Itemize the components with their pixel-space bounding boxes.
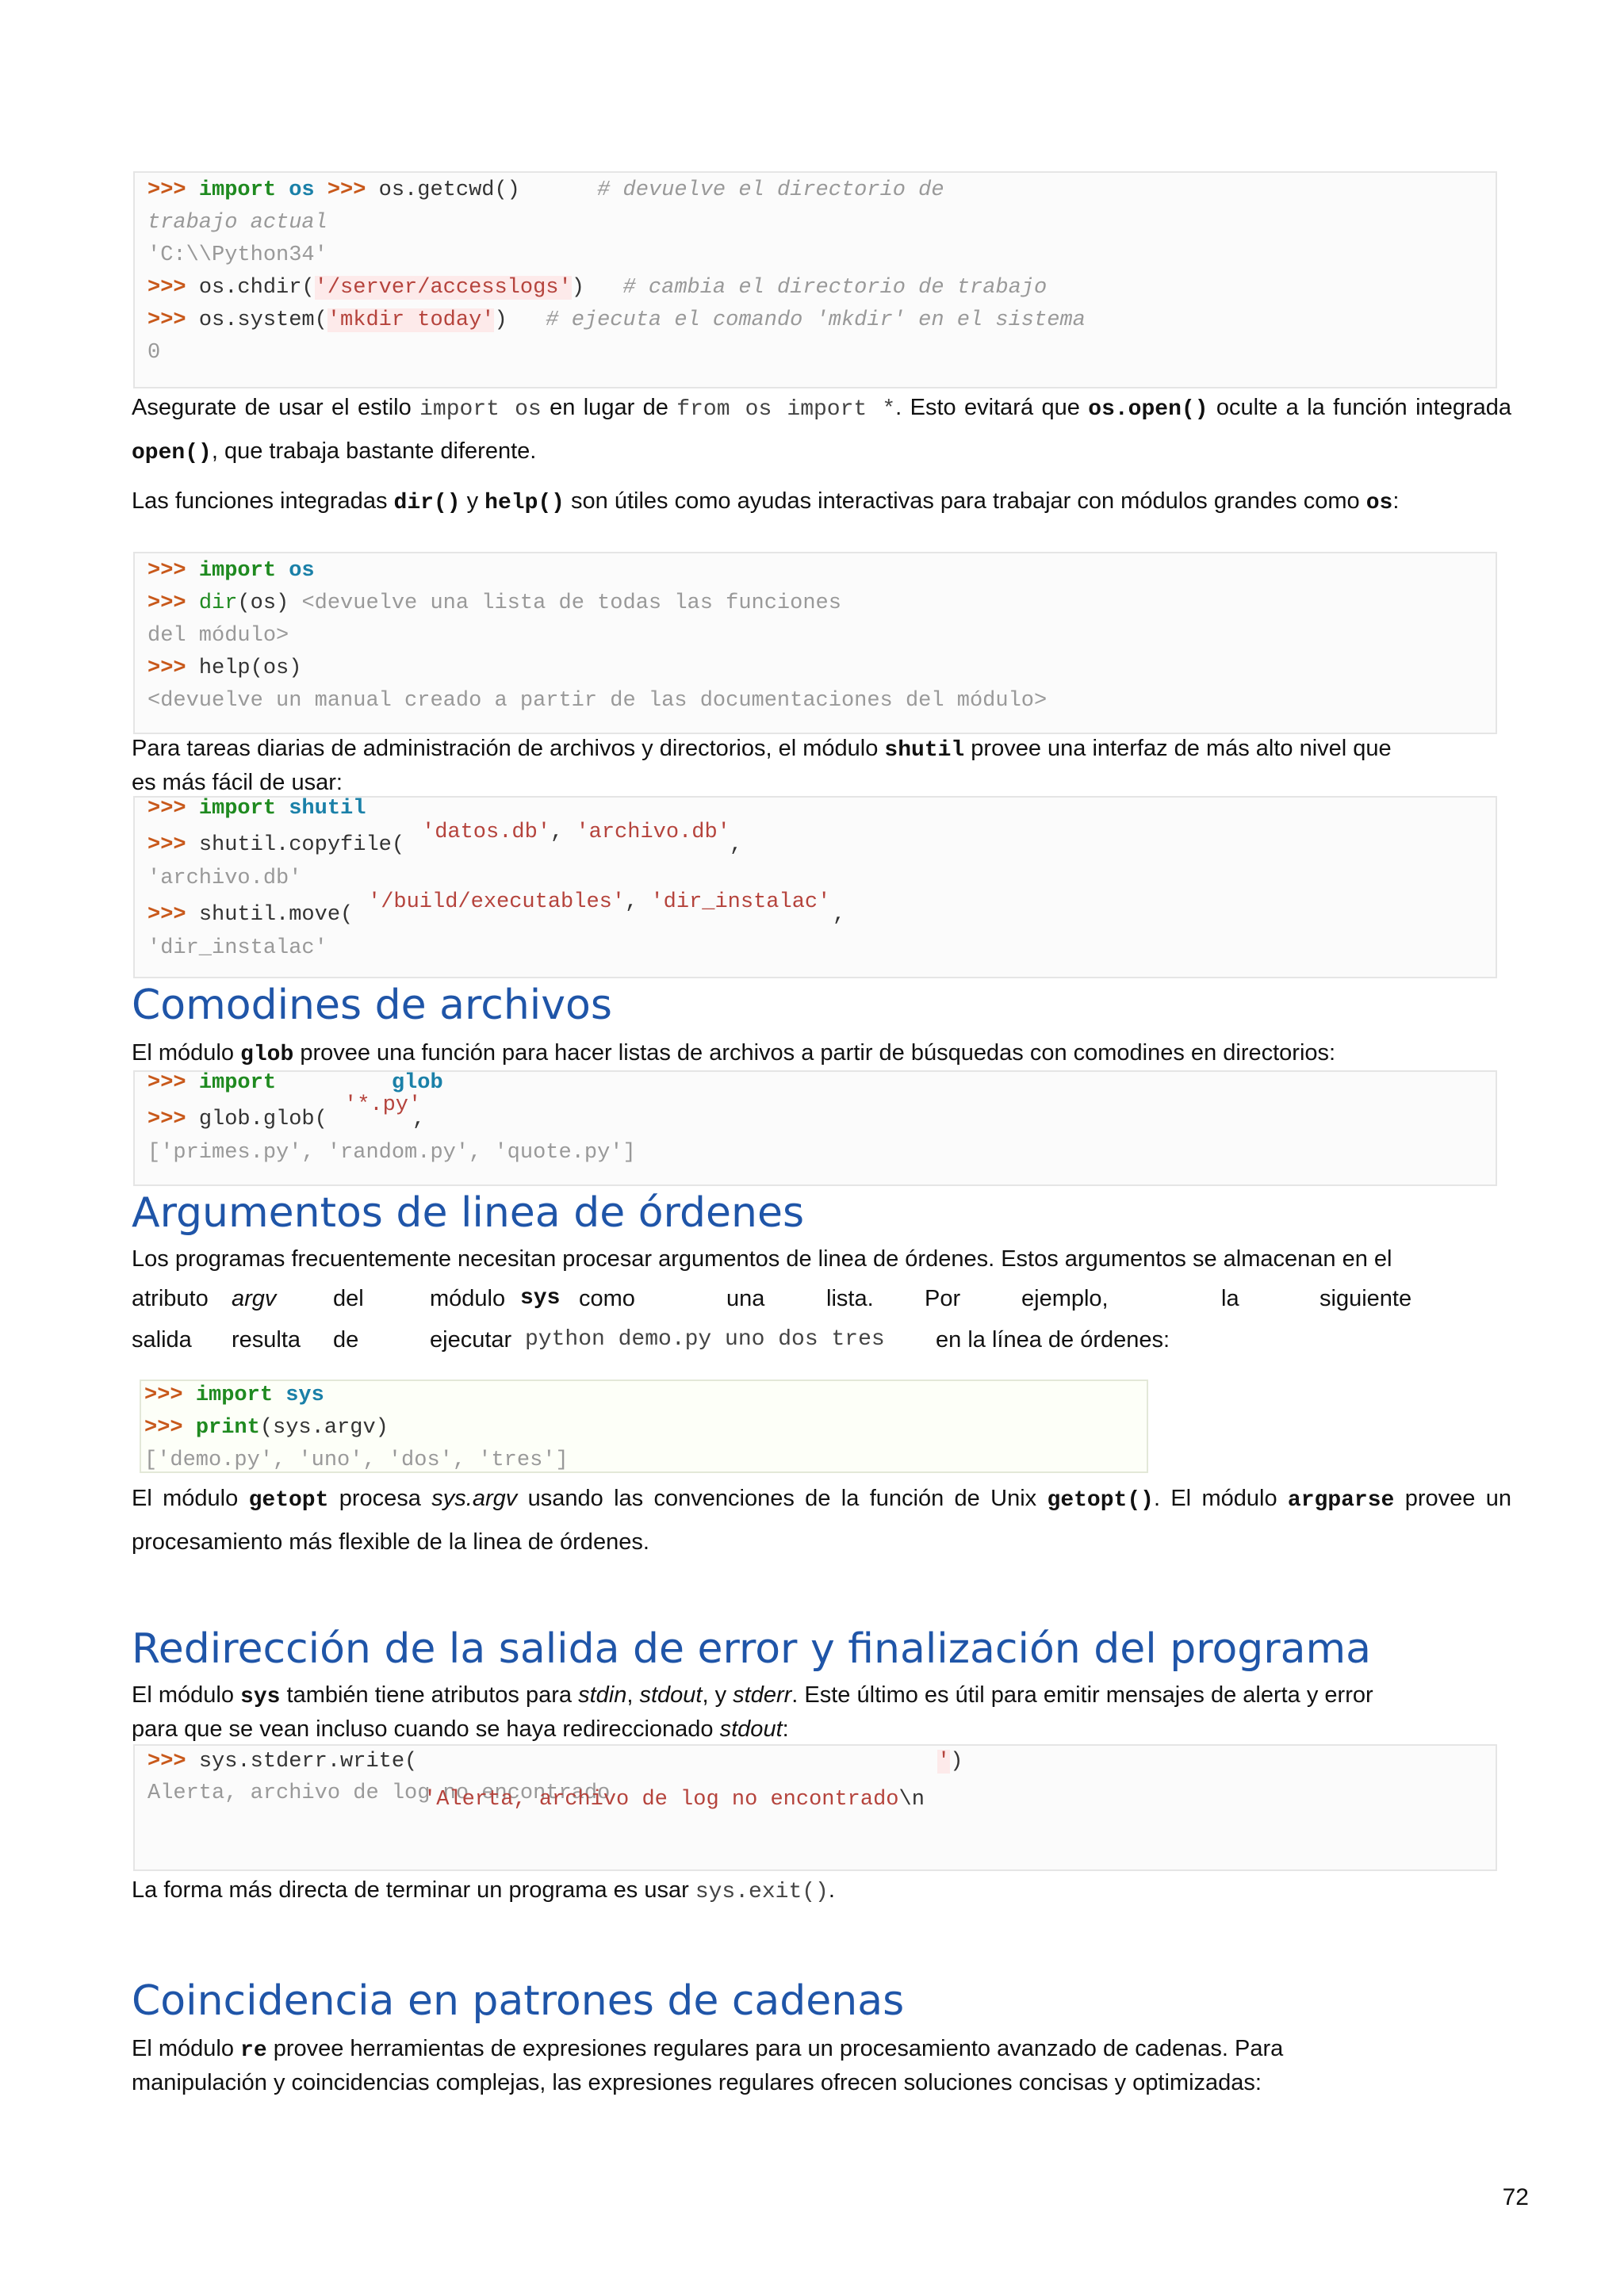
word: la <box>1221 1286 1239 1311</box>
code-line: >>> shutil.move( <box>147 903 354 927</box>
paragraph-argv <box>132 1243 1511 1362</box>
code-comma: , <box>833 903 846 927</box>
code-args: 'datos.db', 'archivo.db' <box>422 821 730 844</box>
word: siguiente <box>1320 1286 1412 1311</box>
code-line: del módulo> <box>147 624 289 648</box>
word: argv <box>232 1286 277 1311</box>
word: resulta <box>232 1327 301 1353</box>
paragraph-stderr: El módulo sys también tiene atributos para stdin, stdout, y stderr. Este último es útil para emitir mensajes de alerta y error para que se vean incluso cuando se haya redireccionado stdout: <box>132 1682 1373 1742</box>
code-block-os <box>133 171 1497 388</box>
code-line: >>> import os >>> os.getcwd() # devuelve el directorio de <box>147 178 944 202</box>
paragraph-dir-help: Las funciones integradas dir() y help() son útiles como ayudas interactivas para trabajar con módulos grandes como os: <box>132 488 1400 515</box>
code-block-sys-argv <box>140 1380 1148 1473</box>
code-line: >>> import sys <box>144 1383 324 1407</box>
page-number: 72 <box>1502 2184 1529 2210</box>
code-line: 'C:\\Python34' <box>147 243 327 267</box>
section-heading-comodines: Comodines de archivos <box>132 982 612 1029</box>
code-line: 0 <box>147 341 161 365</box>
code-line: >>> glob.glob( <box>147 1108 327 1131</box>
code-line: trabajo actual <box>147 211 327 235</box>
paragraph-getopt: El módulo getopt procesa sys.argv usando las convenciones de la función de Unix getopt(). El módulo argparse provee un procesamiento más flexible de la linea de órdenes. <box>132 1486 1511 1555</box>
paragraph-re: El módulo re provee herramientas de expresiones regulares para un procesamiento avanzado de cadenas. Para manipulación y coincidencias complejas, las expresiones regulares ofrecen soluciones concisas y optimizadas: <box>132 2036 1284 2095</box>
code-line: >>> import os <box>147 559 315 583</box>
code-line: >>> import glob <box>147 1071 443 1095</box>
paragraph-exit: La forma más directa de terminar un programa es usar sys.exit(). <box>132 1877 835 1904</box>
code-quote: ') <box>937 1750 963 1774</box>
word: salida <box>132 1327 192 1353</box>
section-heading-coincidencia: Coincidencia en patrones de cadenas <box>132 1977 905 2025</box>
word: como <box>579 1286 635 1311</box>
word: en la línea de órdenes: <box>936 1327 1170 1353</box>
code-line: >>> os.system('mkdir today') # ejecuta el comando 'mkdir' en el sistema <box>147 308 1086 332</box>
word: del <box>333 1286 364 1311</box>
code-line: >>> dir(os) <devuelve una lista de todas las funciones <box>147 591 841 615</box>
paragraph-line: Los programas frecuentemente necesitan procesar argumentos de linea de órdenes. Estos argumentos se almacenan en el <box>132 1246 1392 1272</box>
section-heading-redireccion: Redirección de la salida de error y finalización del programa <box>132 1625 1372 1673</box>
word: de <box>333 1327 359 1353</box>
code-line: >>> sys.stderr.write( <box>147 1750 418 1774</box>
paragraph-glob: El módulo glob provee una función para hacer listas de archivos a partir de búsquedas con comodines en directorios: <box>132 1040 1336 1067</box>
word: lista. <box>826 1286 874 1311</box>
paragraph-shutil: Para tareas diarias de administración de archivos y directorios, el módulo shutil provee una interfaz de más alto nivel que es más fácil de usar: <box>132 736 1392 795</box>
code-block-dir-help <box>133 552 1497 734</box>
code-line: <devuelve un manual creado a partir de las documentaciones del módulo> <box>147 689 1048 713</box>
word: ejemplo, <box>1021 1286 1109 1311</box>
code-args: '/build/executables', 'dir_instalac' <box>368 890 831 914</box>
code-line: 'archivo.db' <box>147 867 302 890</box>
word: módulo <box>430 1286 506 1311</box>
code-string: 'Alerta, archivo de log no encontrado\n <box>423 1788 925 1812</box>
word: Por <box>925 1286 961 1311</box>
word: sys <box>520 1286 561 1311</box>
code-line: ['primes.py', 'random.py', 'quote.py'] <box>147 1141 636 1165</box>
code-comma: , <box>730 833 743 857</box>
code-line: ['demo.py', 'uno', 'dos', 'tres'] <box>144 1448 569 1472</box>
code-line: >>> import shutil <box>147 797 366 821</box>
code-block-shutil <box>133 796 1497 978</box>
inline-code: python demo.py uno dos tres <box>525 1327 885 1352</box>
code-line: >>> help(os) <box>147 656 302 680</box>
code-line: >>> shutil.copyfile( <box>147 833 405 857</box>
code-block-stderr <box>133 1744 1497 1871</box>
code-comma: , <box>412 1108 426 1131</box>
code-line: 'dir_instalac' <box>147 936 327 960</box>
code-line: Alerta, archivo de log no encontrado <box>147 1781 611 1805</box>
code-line: >>> print(sys.argv) <box>144 1416 389 1440</box>
code-block-glob <box>133 1070 1497 1186</box>
word: atributo <box>132 1286 209 1311</box>
word: una <box>726 1286 765 1311</box>
word: ejecutar <box>430 1327 512 1353</box>
code-line: >>> os.chdir('/server/accesslogs') # cambia el directorio de trabajo <box>147 276 1048 300</box>
section-heading-argumentos: Argumentos de linea de órdenes <box>132 1189 805 1237</box>
paragraph-import-style: Asegurate de usar el estilo import os en lugar de from os import *. Esto evitará que os.open() oculte a la función integrada open(), que trabaja bastante diferente. <box>132 395 1512 465</box>
code-args: '*.py' <box>344 1093 422 1117</box>
